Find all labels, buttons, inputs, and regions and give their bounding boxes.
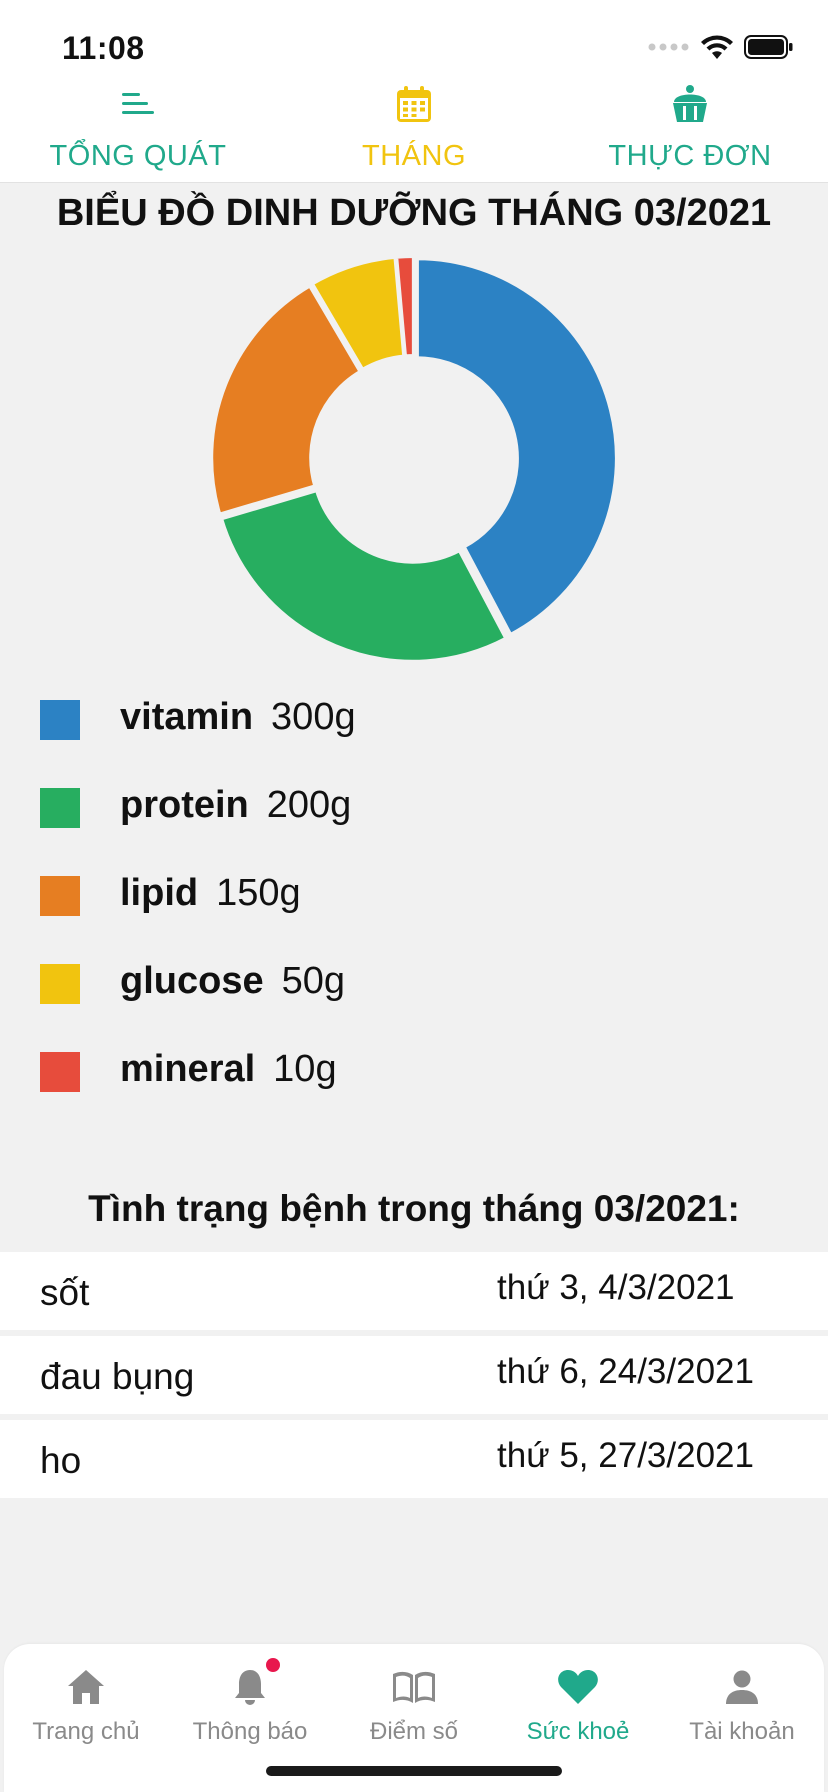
- tab-thang[interactable]: [276, 80, 552, 182]
- nav-label: Tài khoản: [689, 1718, 795, 1745]
- disease-section-title: Tình trạng bệnh trong tháng 03/2021:: [88, 1188, 740, 1229]
- legend-swatch-lipid: [40, 876, 80, 916]
- top-tab-bar: [0, 80, 828, 183]
- tab-tong-quat[interactable]: [0, 80, 276, 182]
- legend-value: 300g: [271, 696, 356, 738]
- legend-name: mineral: [120, 1048, 256, 1090]
- notification-badge: [266, 1658, 280, 1672]
- nav-label: Trang chủ: [32, 1718, 140, 1745]
- legend-swatch-protein: [40, 788, 80, 828]
- legend-value: 50g: [281, 960, 346, 1002]
- status-icons: [648, 34, 794, 60]
- nav-label: Sức khoẻ: [526, 1718, 630, 1745]
- legend-name: lipid: [120, 872, 199, 914]
- legend-swatch-vitamin: [40, 700, 80, 740]
- battery-icon: [744, 35, 794, 59]
- wifi-icon: [700, 34, 734, 60]
- donut-slice-protein: [221, 490, 506, 662]
- nav-tai-khoan[interactable]: [660, 1644, 824, 1792]
- legend-swatch-mineral: [40, 1052, 80, 1092]
- tab-thuc-don-label: THỰC ĐƠN: [608, 140, 772, 172]
- disease-name: sốt: [40, 1272, 90, 1313]
- disease-name: đau bụng: [40, 1356, 195, 1397]
- legend-value: 150g: [216, 872, 301, 914]
- home-indicator: [266, 1766, 562, 1776]
- home-icon: [66, 1668, 106, 1706]
- disease-row[interactable]: [0, 1252, 828, 1330]
- disease-date: thứ 3, 4/3/2021: [497, 1268, 735, 1307]
- nav-label: Thông báo: [192, 1718, 308, 1745]
- chart-title: BIỂU ĐỒ DINH DƯỠNG THÁNG 03/2021: [56, 192, 772, 234]
- align-left-icon: [120, 90, 156, 118]
- disease-name: ho: [40, 1440, 82, 1481]
- legend-name: vitamin: [120, 696, 254, 738]
- nutrition-donut-chart: [204, 249, 624, 669]
- tab-tong-quat-label: TỔNG QUÁT: [49, 140, 227, 172]
- book-icon: [391, 1669, 437, 1705]
- calendar-icon: [396, 85, 432, 123]
- legend-name: protein: [120, 784, 249, 826]
- bell-icon: [232, 1667, 268, 1707]
- status-time: 11:08: [62, 30, 145, 66]
- status-bar: [0, 0, 828, 80]
- legend-value: 10g: [273, 1048, 337, 1090]
- tab-thuc-don[interactable]: [552, 80, 828, 182]
- tab-thang-label: THÁNG: [362, 140, 466, 172]
- heart-icon: [557, 1668, 599, 1706]
- legend-value: 200g: [266, 784, 352, 826]
- legend-swatch-glucose: [40, 964, 80, 1004]
- user-icon: [724, 1668, 760, 1706]
- disease-date: thứ 5, 27/3/2021: [497, 1436, 754, 1475]
- disease-row[interactable]: [0, 1420, 828, 1498]
- legend-name: glucose: [120, 960, 264, 1002]
- disease-date: thứ 6, 24/3/2021: [497, 1352, 754, 1391]
- signal-icon: [648, 42, 690, 52]
- nav-trang-chu[interactable]: [4, 1644, 168, 1792]
- disease-list: [0, 1252, 828, 1504]
- cupcake-icon: [670, 84, 710, 124]
- nav-label: Điểm số: [369, 1718, 459, 1745]
- disease-row[interactable]: [0, 1336, 828, 1414]
